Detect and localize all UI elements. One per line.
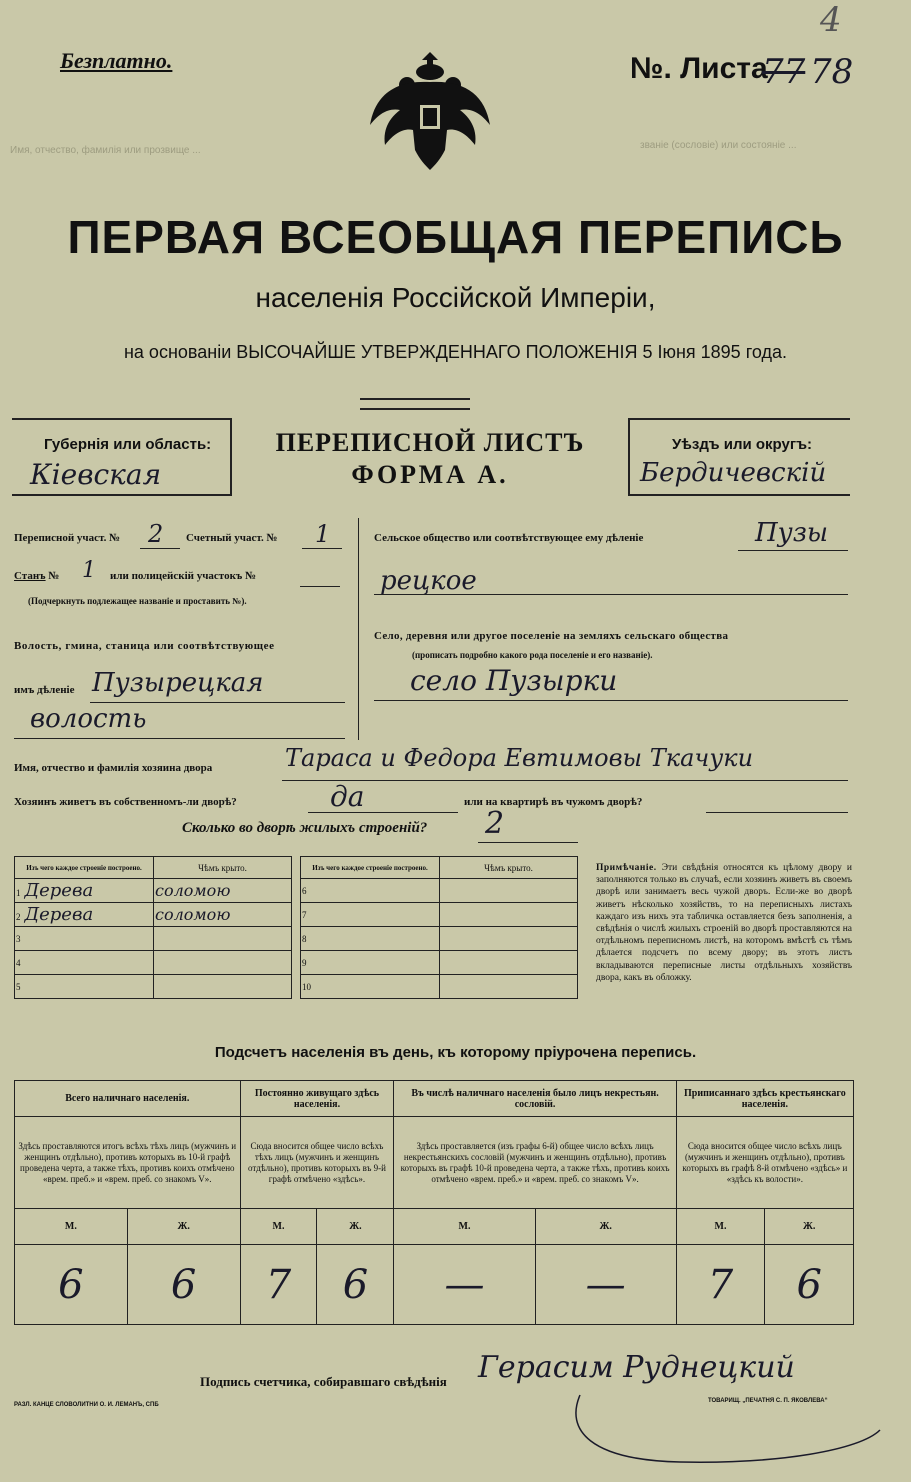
society-label: Сельское общество или соотвѣтствующее ему дѣленіе [374,532,644,544]
district-value: Бердичевскій [640,458,827,488]
volost-label-2: имъ дѣленіе [14,684,75,696]
owner-name-value: Тараса и Федора Евтимовы Ткачуки [285,744,754,772]
underline-note: (Подчеркнуть подлежащее названіе и проставить №). [28,596,247,606]
nonpeasant-f-value: — [535,1245,676,1325]
census-sheet-title: ПЕРЕПИСНОЙ ЛИСТЪ [275,428,585,457]
province-value: Кіевская [30,458,162,491]
population-table: Всего наличнаго населенія. Постоянно живущаго здѣсь населенія. Въ числѣ наличнаго населенія было лицъ некрестьян. сословій. Приписаннаго здѣсь крестьянскаго населенія. Здѣсь проставляются итогъ всѣхъ тѣхъ лицъ (мужчинъ и женщинъ отдѣльно), противъ которыхъ въ 10-й графѣ проведена черта, а также тѣхъ, противъ коихъ отмѣчено «врем. преб.» и «врем. преб. со знакомъ V». Сюда вносится общее число всѣхъ тѣхъ лицъ (мужчинъ и женщинъ отдѣльно), противъ которыхъ въ 9-й графѣ отмѣчено «здѣсь». Здѣсь проставляется (изъ графы 6-й) общее число всѣхъ лицъ некрестьянскихъ сословій (мужчинъ и женщинъ отдѣльно), противъ которыхъ въ графѣ 10-й проведена черта, а также тѣхъ, противъ коихъ отмѣчено «врем. преб.» и «врем. преб. со знакомъ V». Сюда вносится общее число всѣхъ лицъ (мужчинъ и женщинъ отдѣльно), противъ которыхъ въ графѣ 8-й отмѣчено «здѣсь» и «здѣсь къ волости». М. Ж. М. Ж. М. Ж. М. Ж. 6 6 7 6 — — 7 6 [14,1080,854,1325]
district-label: Уѣздъ или округъ: [672,436,813,453]
printer-right: ТОВАРИЩ. „ПЕЧАТНЯ С. П. ЯКОВЛЕВА“ [708,1398,828,1404]
own-yard-value: да [330,780,365,813]
table-row: 2 Дерева соломою [15,903,292,927]
buildings-label: Сколько во дворѣ жилыхъ строеній? [182,820,428,836]
stan-value: 1 [82,558,96,583]
table-row: 7 [301,903,578,927]
form-name: ФОРМА А. [351,460,509,489]
main-title: ПЕРВАЯ ВСЕОБЩАЯ ПЕРЕПИСЬ [67,211,844,263]
stan-label: Станъ № [14,570,60,582]
permanent-m-value: 7 [240,1245,317,1325]
signature-value: Герасим Руднецкий [478,1350,795,1385]
rent-label: или на квартирѣ въ чужомъ дворѣ? [464,796,643,808]
buildings-table-right: Изъ чего каждое строеніе построено. Чѣмъ крыто. 6 7 8 9 10 [300,856,578,999]
col-material-header: Изъ чего каждое строеніе построено. [15,857,154,879]
imperial-eagle-icon [365,50,495,175]
subtitle: населенія Россійской Имперіи, [255,282,656,313]
printer-left: РАЗЛ. КАНЦЕ СЛОВОЛИТНИ О. И. ЛЕМАНЪ, СПБ [14,1402,159,1408]
sheet-number-label: №. Листа [630,52,768,85]
police-label: или полицейскій участокъ № [110,570,257,582]
total-m-value: 6 [15,1245,128,1325]
table-row: 3 [15,927,292,951]
census-section-label: Переписной участ. № [14,532,121,544]
volost-value-2: волость [30,704,147,734]
free-label: Безплатно. [60,48,173,73]
signature-label: Подпись счетчика, собиравшаго свѣдѣнія [200,1374,447,1389]
society-value-2: рецкое [380,566,477,596]
province-label: Губернія или область: [44,436,212,453]
village-value: село Пузырки [410,664,618,697]
table-row: 10 [301,975,578,999]
village-note: (прописать подробно какого рода поселеніе и его названіе). [412,650,653,660]
sheet-number: 78 [810,52,854,92]
table-row: 1 Дерева соломою [15,879,292,903]
total-f-value: 6 [127,1245,240,1325]
table-row: 5 [15,975,292,999]
volost-value: Пузырецкая [92,668,264,698]
village-label: Село, деревня или другое поселеніе на земляхъ сельскаго общества [374,630,729,642]
signature-flourish [560,1390,890,1470]
basis-line: на основаніи ВЫСОЧАЙШЕ УТВЕРЖДЕННАГО ПОЛОЖЕНІЯ 5 Іюня 1895 года. [123,342,787,362]
table-row: 4 [15,951,292,975]
volost-label: Волость, гмина, станица или соотвѣтствующее [14,640,275,652]
ornament-divider [360,398,470,410]
census-section-value: 2 [148,520,164,548]
peasant-m-value: 7 [676,1245,765,1325]
table-row: 8 [301,927,578,951]
note-text: Эти свѣдѣнія относятся къ цѣлому двору и заполняются только въ случаѣ, если хозяинъ живетъ въ своемъ дворѣ или занимаетъ весь чужой дворъ. Если-же во дворѣ живетъ нѣсколько хозяйствъ, то на переписныхъ листахъ каждаго изъ нихъ эта табличка оставляется безъ заполненія, а свѣдѣнія о числѣ жилыхъ строеній во дворѣ проставляются на отдѣльномъ переписномъ листѣ, на которомъ вмѣстѣ съ тѣмъ дѣлается подсчетъ по всему двору; въ этотъ листъ вкладываются переписные листы отдѣльныхъ хозяйствъ двора, какъ въ обложку. [596,863,852,983]
note-block [596,862,852,984]
owner-name-label: Имя, отчество и фамилія хозяина двора [14,762,213,774]
peasant-f-value: 6 [765,1245,854,1325]
buildings-value: 2 [485,806,505,841]
buildings-table-left [14,856,292,999]
note-title: Примѣчаніе. [596,863,657,873]
count-section-value: 1 [315,520,331,548]
count-title: Подсчетъ населенія въ день, къ которому пріурочена перепись. [214,1044,697,1061]
col-roof-header: Чѣмъ крыто. [154,857,292,879]
table-row: 9 [301,951,578,975]
table-row: 6 [301,879,578,903]
count-section-label: Счетный участ. № [186,532,278,544]
sheet-number-crossed: 77 [762,52,806,92]
own-yard-label: Хозяинъ живетъ въ собственномъ-ли дворѣ? [14,796,237,808]
corner-mark: 4 [820,0,842,40]
permanent-f-value: 6 [317,1245,394,1325]
society-value: Пузы [755,518,829,548]
nonpeasant-m-value: — [394,1245,535,1325]
